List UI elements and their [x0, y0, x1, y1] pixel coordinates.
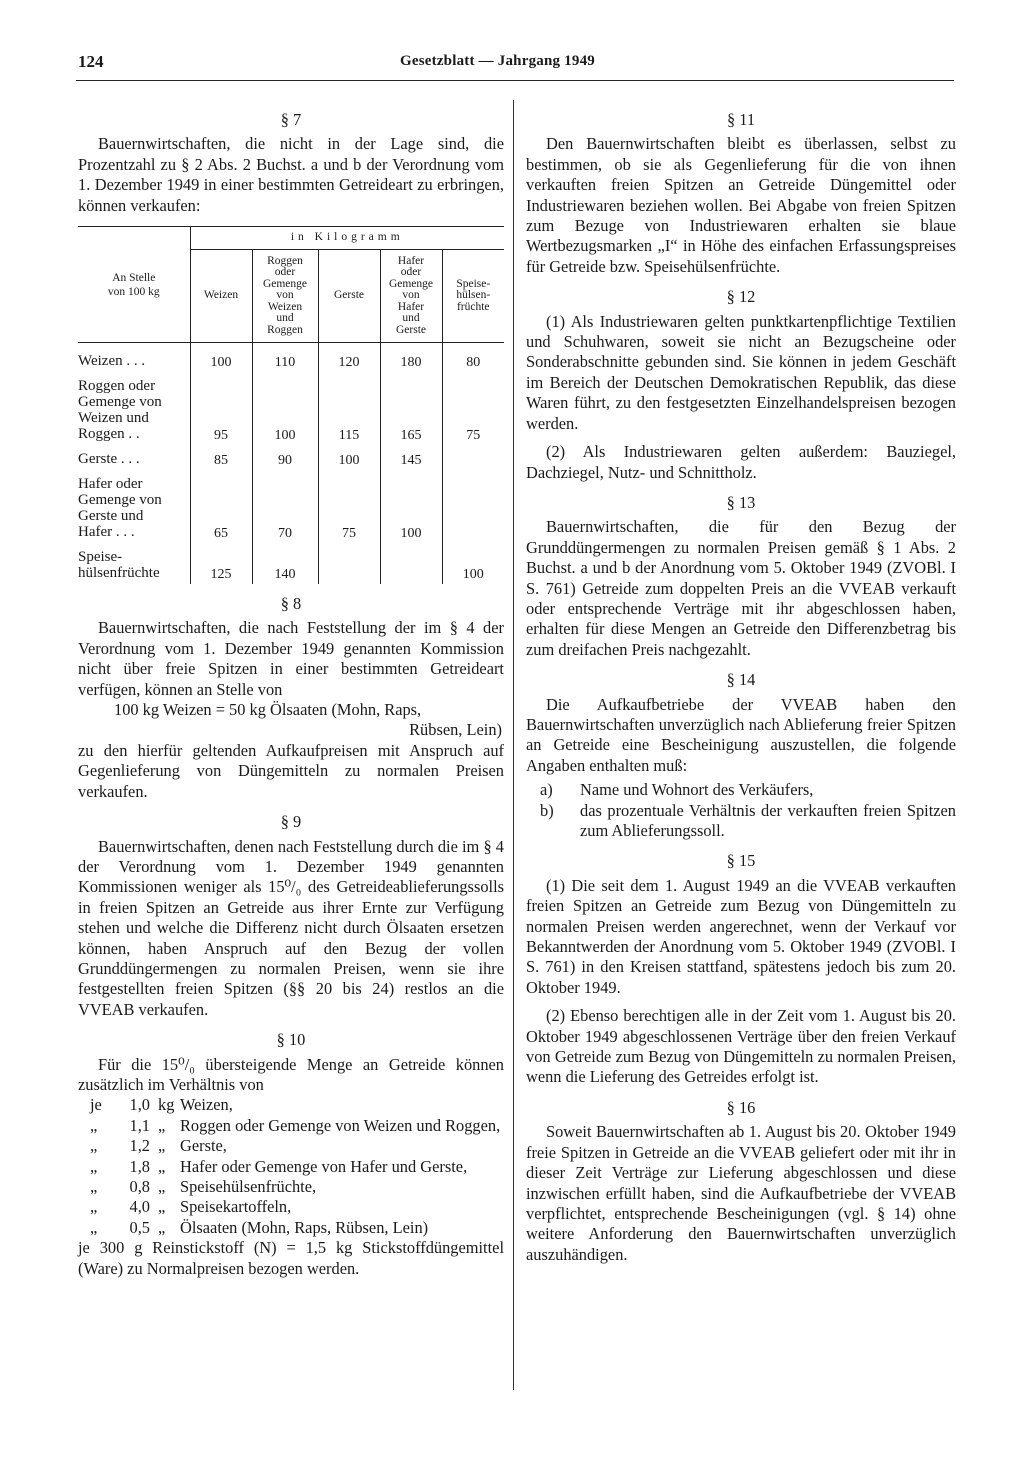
section-11-text: Den Bauernwirtschaften bleibt es überlassen, selbst zu bestimmen, ob sie als Gegenlieferung für die von ihnen verkauften freien Spitzen an Getreide Düngemittel oder Industriewaren beziehen wollen. Bei Abgabe von freien Spitzen zum Bezuge von Industriewaren erhalten sie blaue Wertbezugsmarken „I“ in Höhe des einfachen Erfassungspreises für Getreide bzw. Speisehülsenfrüchte.	[526, 134, 956, 276]
column-header	[190, 250, 252, 343]
table-cell: 100	[380, 470, 442, 543]
row-label-line: hülsenfrüchte	[78, 565, 160, 582]
column-header-line: Weizen	[203, 289, 239, 302]
ratio-prefix: „	[90, 1136, 98, 1156]
table-row	[78, 543, 504, 584]
row-label	[78, 343, 190, 373]
column-header	[252, 250, 318, 343]
column-header-line: Gerste	[395, 323, 426, 336]
ratio-item: Gerste,	[180, 1136, 227, 1156]
column-header	[380, 250, 442, 343]
section-7-text: Bauernwirtschaften, die nicht in der Lage sind, die Prozentzahl zu § 2 Abs. 2 Buchst. a und b der Verordnung vom 1. Dezember 1949 in einer bestimmten Getreideart zu erbringen, können verkaufen:	[78, 134, 504, 215]
section-15-heading: § 15	[726, 851, 756, 871]
column-divider	[513, 100, 514, 1390]
section-8-heading: § 8	[280, 594, 302, 614]
column-header-line: und	[276, 312, 294, 325]
left-column	[78, 100, 504, 1283]
section-9-heading: § 9	[280, 812, 302, 832]
section-8-formula-2: Rübsen, Lein)	[409, 720, 502, 740]
table-cell: 100	[442, 543, 504, 584]
ratio-prefix: „	[90, 1177, 98, 1196]
unit-header: in Kilogramm	[190, 227, 504, 250]
list-item-label: a)	[540, 780, 553, 800]
section-14-list	[526, 780, 956, 841]
ratio-item: Hafer oder Gemenge von Hafer und Gerste,	[180, 1156, 468, 1176]
table-row	[78, 343, 504, 373]
ratio-prefix: „	[90, 1115, 98, 1135]
list-item	[526, 780, 956, 800]
row-label-line: Gemenge von	[78, 394, 162, 411]
ratio-unit: „	[158, 1115, 166, 1135]
column-header-line: Speise-	[456, 277, 491, 290]
row-label	[78, 445, 190, 470]
column-header	[442, 250, 504, 343]
table-cell: 70	[252, 470, 318, 543]
ratio-amount: 0,8	[129, 1177, 150, 1196]
section-8-text: Bauernwirtschaften, die nach Feststellung der im § 4 der Verordnung vom 1. Dezember 1949 genannten Kommission nicht über freie Spitzen in einer bestimmten Getreideart verfügen, können an Stelle von	[78, 618, 504, 699]
right-column	[526, 100, 956, 1269]
column-header	[318, 250, 380, 343]
ratio-prefix: je	[90, 1095, 102, 1115]
table-cell: 65	[190, 470, 252, 543]
section-12-paragraph-1: (1) Als Industriewaren gelten punktkartenpflichtige Textilien und Schuhwaren, soweit sie nicht an Bezugscheine oder Sonderabschnitte gebunden sind. Sie können in jedem Geschäft im Bereich der Deutschen Demokratischen Republik, das diese Waren führt, zu den festgesetzten Einzelhandelspreisen bezogen werden.	[526, 311, 956, 433]
section-9-text: Bauernwirtschaften, denen nach Feststellung durch die im § 4 der Verordnung vom 1. Dezember 1949 genannten Kommissionen weniger als 15⁰/₀ des Getreideablieferungssolls in freien Spitzen an Getreide aus ihrer Ernte zur Verfügung stehen und welche die Differenz nicht durch Ölsaaten ersetzen können, haben Anspruch auf den Bezug der vollen Grunddüngermengen zu normalen Preisen, wenn sie ihre festgestellten freien Spitzen (§§ 20 bis 24) restlos an die VVEAB verkaufen.	[78, 836, 504, 1019]
list-item-text: das prozentuale Verhältnis der verkauften freien Spitzen zum Ablieferungssoll.	[580, 800, 956, 840]
list-item-text: Name und Wohnort des Verkäufers,	[580, 780, 814, 800]
table-row	[78, 470, 504, 543]
ratio-item: Speisehülsenfrüchte,	[180, 1177, 317, 1196]
section-10-heading: § 10	[276, 1030, 306, 1050]
section-8-text-2: zu den hierfür geltenden Aufkaufpreisen mit Anspruch auf Gegenlieferung von Düngemitteln zu normalen Preisen verkaufen.	[78, 740, 504, 801]
section-8-formula-1: 100 kg Weizen = 50 kg Ölsaaten (Mohn, Raps,	[114, 700, 422, 720]
table-cell: 110	[252, 343, 318, 373]
ratio-prefix: „	[90, 1197, 98, 1217]
column-header-line: Hafer	[397, 300, 425, 313]
header-rule	[76, 80, 954, 81]
ratio-amount: 1,8	[129, 1156, 150, 1176]
page-number: 124	[78, 52, 104, 71]
section-14-heading: § 14	[726, 670, 756, 690]
ratio-amount: 4,0	[129, 1197, 150, 1217]
section-15-paragraph-2: (2) Ebenso berechtigen alle in der Zeit vom 1. August bis 20. Oktober 1949 abgeschlossenen Verträge über den freien Verkauf von Getreide zum Bezug von Düngemitteln zu normalen Preisen, wenn die Lieferung des Getreides erfolgt ist.	[526, 1006, 956, 1087]
ratio-item: Speisekartoffeln,	[180, 1197, 292, 1217]
ratio-row	[78, 1177, 504, 1197]
table-cell: 145	[380, 445, 442, 470]
table-cell	[442, 445, 504, 470]
section-11-heading: § 11	[726, 110, 756, 129]
list-item	[526, 801, 956, 842]
table-cell: 100	[252, 372, 318, 445]
row-label	[78, 543, 190, 584]
row-label-line: Hafer oder	[78, 476, 143, 493]
section-13-text: Bauernwirtschaften, die für den Bezug der Grunddüngermengen zu normalen Preisen gemäß § 1 Abs. 2 Buchst. a und b der Anordnung vom 5. Oktober 1949 (ZVOBl. I S. 761) Getreide zum doppelten Preis an die VVEAB verkauft oder entsprechende Verträge mit ihr abgeschlossen haben, erhalten für diese Mengen an Getreide den Differenzbetrag bis zum dreifachen Preis nachgezahlt.	[526, 517, 956, 659]
ratio-amount: 1,1	[129, 1115, 150, 1135]
table-cell: 80	[442, 343, 504, 373]
column-header-line: Weizen	[267, 300, 303, 313]
section-15-paragraph-1: (1) Die seit dem 1. August 1949 an die VVEAB verkauften freien Spitzen an Getreide zum Bezug von Düngemitteln zu normalen Preisen werden angerechnet, wenn der Verkauf vor Bekanntwerden der Anordnung vom 5. Oktober 1949 (ZVOBl. I S. 761) in den Kreisen stattfand, spätestens jedoch bis zum 20. Oktober 1949.	[526, 875, 956, 997]
table-cell: 125	[190, 543, 252, 584]
row-label-line: Speise-	[78, 549, 123, 566]
list-item-label: b)	[540, 800, 554, 820]
row-label-line: Weizen und	[78, 410, 149, 427]
ratio-unit: „	[158, 1156, 166, 1176]
table-cell: 165	[380, 372, 442, 445]
row-label-line: Gemenge von	[78, 492, 162, 509]
table-cell: 75	[442, 372, 504, 445]
column-header-line: Gemenge	[388, 277, 434, 290]
table-cell: 75	[318, 470, 380, 543]
column-header-line: hülsen-	[456, 289, 491, 302]
table-cell: 140	[252, 543, 318, 584]
table-cell	[442, 470, 504, 543]
row-label	[78, 470, 190, 543]
column-header-line: Gerste	[333, 289, 364, 302]
column-header-line: oder	[400, 266, 422, 279]
section-7-heading: § 7	[280, 110, 302, 129]
ratio-row	[78, 1116, 504, 1136]
running-head: Gesetzblatt — Jahrgang 1949	[400, 53, 595, 69]
ratio-item: Ölsaaten (Mohn, Raps, Rübsen, Lein)	[180, 1217, 429, 1237]
ratio-row	[78, 1218, 504, 1238]
ratio-amount: 1,0	[129, 1095, 150, 1115]
column-header-line: oder	[274, 266, 296, 279]
table-cell: 85	[190, 445, 252, 470]
table-cell: 90	[252, 445, 318, 470]
table-row	[78, 372, 504, 445]
row-label-line: Weizen . . .	[78, 353, 146, 370]
ratio-amount: 1,2	[129, 1136, 150, 1156]
column-header-line: Roggen	[267, 254, 303, 267]
table-cell: 120	[318, 343, 380, 373]
ratio-row	[78, 1095, 504, 1115]
section-16-text: Soweit Bauernwirtschaften ab 1. August bis 20. Oktober 1949 freie Spitzen in Getreide an die VVEAB geliefert oder mit ihr in dieser Zeit Verträge zur Lieferung abgeschlossen und diese inzwischen erfüllt haben, sind die Aufkaufbetriebe der VVEAB verpflichtet, entsprechende Bescheinigungen (vgl. § 14) ohne weitere Anforderung den Bauernwirtschaften unverzüglich auszuhändigen.	[526, 1122, 956, 1264]
ratio-unit: „	[158, 1217, 166, 1237]
ratio-list	[78, 1095, 504, 1238]
table-cell: 95	[190, 372, 252, 445]
row-label	[78, 372, 190, 445]
ratio-unit: „	[158, 1136, 166, 1156]
table-cell: 100	[190, 343, 252, 373]
section-12-heading: § 12	[726, 287, 756, 307]
section-10-text-2: je 300 g Reinstickstoff (N) = 1,5 kg Stickstoffdüngemittel (Ware) zu Normalpreisen bezogen werden.	[78, 1238, 504, 1278]
column-header-line: Hafer	[397, 254, 425, 267]
ratio-item: Roggen oder Gemenge von Weizen und Roggen,	[180, 1115, 501, 1135]
ratio-amount: 0,5	[129, 1217, 150, 1237]
row-header-line-1: An Stelle	[112, 271, 156, 284]
section-16-heading: § 16	[726, 1097, 756, 1117]
table-cell	[318, 543, 380, 584]
row-header-line-2: von 100 kg	[107, 285, 160, 298]
table-cell	[380, 543, 442, 584]
column-header-line: von	[402, 289, 420, 302]
ratio-row	[78, 1197, 504, 1217]
ratio-prefix: „	[90, 1217, 98, 1237]
ratio-row	[78, 1157, 504, 1177]
table-cell: 180	[380, 343, 442, 373]
ratio-item: Weizen,	[180, 1095, 233, 1115]
section-14-text: Die Aufkaufbetriebe der VVEAB haben den Bauernwirtschaften unverzüglich nach Ablieferung freier Spitzen an Getreide eine Bescheinigung auszustellen, die folgende Angaben enthalten muß:	[526, 694, 956, 775]
row-label-line: Gerste und	[78, 508, 144, 525]
row-label-line: Hafer . . .	[78, 524, 135, 541]
section-13-heading: § 13	[726, 492, 756, 512]
row-label-line: Roggen . .	[78, 426, 140, 443]
column-header-line: und	[402, 312, 420, 325]
section-10-text: Für die 15⁰/₀ übersteigende Menge an Getreide können zusätzlich im Verhältnis von	[78, 1054, 504, 1094]
column-header-line: von	[276, 289, 294, 302]
ratio-unit: „	[158, 1177, 166, 1196]
row-label-line: Gerste . . .	[78, 451, 140, 468]
table-cell: 100	[318, 445, 380, 470]
ratio-unit: kg	[158, 1095, 175, 1115]
table-cell: 115	[318, 372, 380, 445]
column-header-line: Gemenge	[262, 277, 308, 290]
conversion-table	[78, 226, 504, 584]
table-row	[78, 445, 504, 470]
column-header-line: Roggen	[267, 323, 303, 336]
column-header-line: früchte	[456, 300, 490, 313]
row-label-line: Roggen oder	[78, 378, 156, 395]
ratio-unit: „	[158, 1197, 166, 1217]
ratio-prefix: „	[90, 1156, 98, 1176]
ratio-row	[78, 1136, 504, 1156]
row-header	[78, 227, 190, 343]
section-12-paragraph-2: (2) Als Industriewaren gelten außerdem: Bauziegel, Dachziegel, Nutz- und Schnittholz.	[526, 442, 956, 482]
